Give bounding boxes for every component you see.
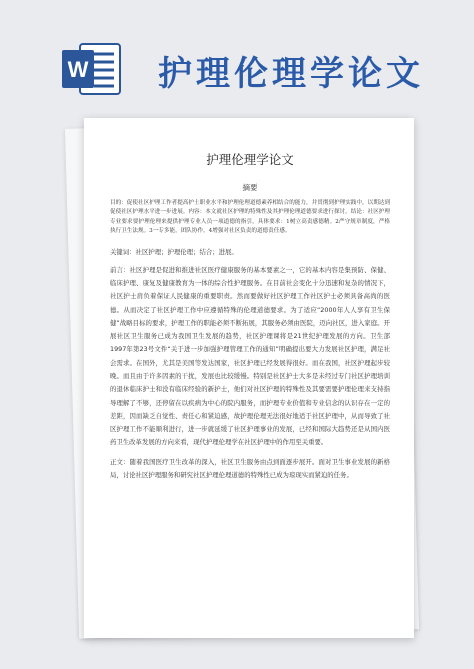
word-document-icon [60, 42, 122, 96]
preface-paragraph: 前言：社区护理是促进和推进社区医疗健康服务的基本要素之一，它的基本内容是集预防、保健、临床护理、康复及健康教育为一体的综合性护理服务。在目前社会变化十分迅速和复杂的情况下，社区护士肩负着保证人民健康的重要职责。然而要做好社区护理工作社区护士必须具备高尚的医德。从而决定了社区护理工作中应遵循特殊的伦理道德要求。为了适应“2000年人人享有卫生保健”战略目标的要求，护理工作的职能必须不断拓展，其服务必须由医院，迈向社区，进入家庭。开展社区卫生服务已成为我国卫生发展的趋势，社区护理课将是21世纪护理发展的方向。卫生部1997年第23号文件“关于进一步加强护理管理工作的通知”明确提出要大力发展社区护理，满足社会需求。在国外，尤其是美国等发达国家，社区护理已经发展得很好。而在我国，社区护理起步较晚。而且由于许多因素的干扰，发展也比较缓慢。特别是社区护士大多是未经过专门社区护理培训的退休临床护士和没有临床经验的新护士，他们对社区护理的特殊性及其要需要护理伦理来支持指导理解了不够，还停留在以疾病为中心的院内服务，而护理专业价值和专业信念的认识存在一定的差距，因而缺乏自觉性、责任心和紧迫感，故护理伦理无法很好地适于社区护理中，从而导致了社区护理工作不能顺利进行，进一步就延缓了社区护理事业的发展，已经和国际大趋势还是从国内医药卫生改革发展的方向来看，现代护理伦理学在社区护理中的作用至关重要。 [110, 265, 390, 447]
paper-title: 护理伦理学论文 [206, 152, 294, 167]
word-icon-letter: W [67, 57, 89, 82]
document-title-banner: 护理伦理学论文 [158, 54, 424, 94]
document-page [84, 118, 414, 638]
abstract-heading: 摘要 [242, 183, 258, 192]
keywords-line: 关键词：社区护理；护理伦理；结合；进展。 [110, 247, 238, 256]
body-paragraph: 正文：随着我国医疗卫生改革的深入，社区卫生服务由点到面逐步展开。面对卫生事业发展的新格局，讨论社区护理服务和研究社区护理伦理道德的特殊性已成为琼现实而紧迫的任务。 [110, 457, 390, 480]
header-banner [0, 0, 474, 118]
abstract-text: 目的：促使社区护理工作者提高护士职业水平和护理伦理道德素养相结合的能力，并贯彻到护理实践中，以期达到促使社区护理水平进一步进展。内容：本文就社区护理的特殊性及其护理伦理道德要求进行探讨。结论：社区护理专业要求要护理伦理来提供护理专业人员一项道德的指引，具体要求：1树立高责感德精。2严守规章制度，严格执行卫生法规。3一专多能，团队协作。4增强对社区负责的道德责任感。 [110, 200, 390, 235]
